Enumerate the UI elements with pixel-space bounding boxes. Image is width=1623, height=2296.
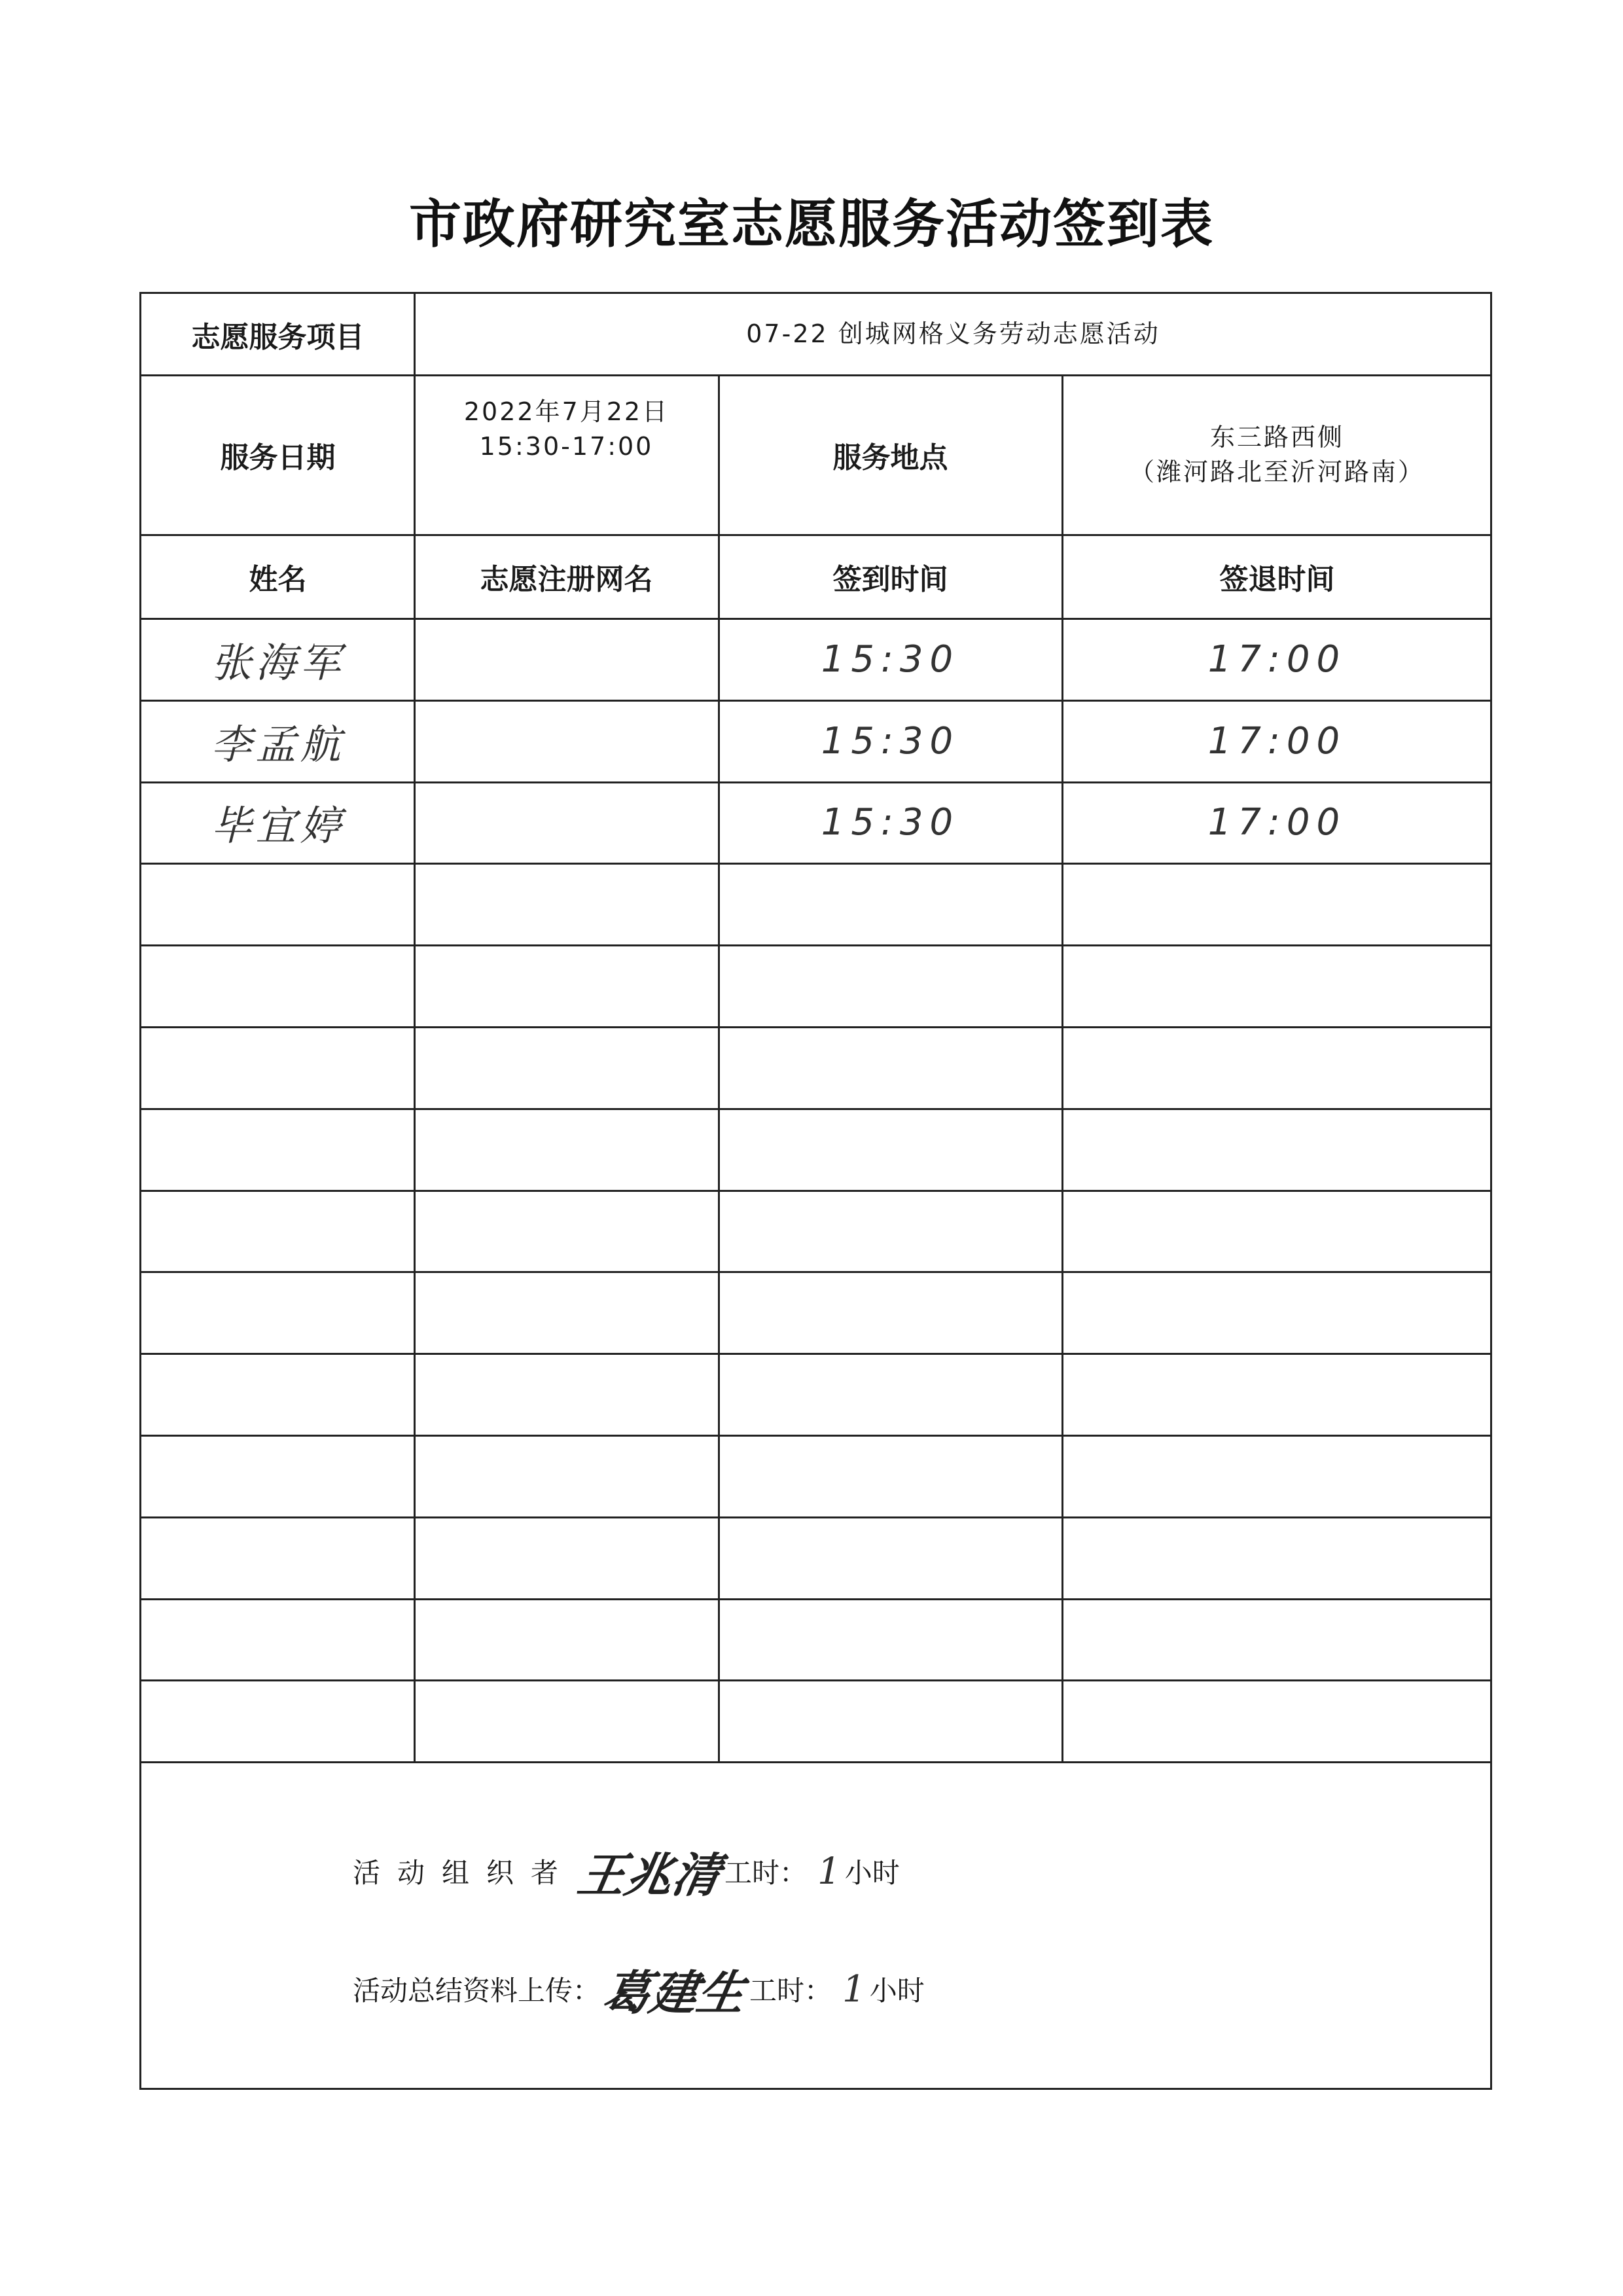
cell-nickname	[414, 1435, 719, 1517]
cell-name	[141, 863, 414, 945]
cell-nickname	[414, 945, 719, 1027]
cell-nickname	[414, 700, 719, 782]
sign-in-sheet-table	[139, 292, 1492, 2090]
cell-sign-out: 17:00	[1207, 637, 1347, 681]
column-header-name: 姓名	[249, 563, 307, 596]
cell-nickname	[414, 1354, 719, 1435]
organizer-hours-unit: 小时	[844, 1857, 900, 1889]
cell-name	[141, 1680, 414, 1762]
cell-sign-in	[719, 1191, 1062, 1272]
cell-name	[141, 1272, 414, 1354]
cell-name	[141, 945, 414, 1027]
cell-sign-in	[719, 1599, 1062, 1681]
organizer-label: 活动组织者	[353, 1857, 576, 1889]
cell-nickname	[414, 1027, 719, 1109]
uploader-hours-value: 1	[842, 1967, 866, 2011]
cell-name	[141, 1191, 414, 1272]
column-header-nickname: 志愿注册网名	[480, 563, 653, 596]
cell-sign-out	[1062, 863, 1492, 945]
row-divider	[141, 863, 1492, 865]
cell-nickname	[414, 863, 719, 945]
column-header-sign-in: 签到时间	[832, 563, 948, 596]
row-divider	[141, 1516, 1492, 1518]
col-divider	[718, 375, 720, 1762]
service-place-line1: 东三路西侧	[1209, 422, 1344, 452]
cell-sign-out	[1062, 1599, 1492, 1681]
cell-sign-out	[1062, 1680, 1492, 1762]
row-divider	[141, 1108, 1492, 1110]
row-divider	[141, 1598, 1492, 1600]
service-place-value	[1062, 375, 1492, 535]
organizer-hours-value: 1	[817, 1850, 841, 1893]
service-place-label: 服务地点	[832, 441, 948, 475]
uploader-signature: 葛建生	[598, 1965, 750, 2020]
cell-name	[141, 1517, 414, 1599]
cell-nickname	[414, 1272, 719, 1354]
cell-sign-in: 15:30	[821, 719, 960, 762]
cell-sign-out	[1062, 945, 1492, 1027]
cell-sign-out: 17:00	[1207, 719, 1347, 762]
cell-sign-in	[719, 945, 1062, 1027]
row-divider	[141, 1353, 1492, 1355]
cell-sign-out	[1062, 1272, 1492, 1354]
cell-sign-out: 17:00	[1207, 801, 1347, 844]
cell-name: 毕宜婷	[211, 802, 345, 850]
service-date-value	[414, 375, 719, 535]
row-divider	[141, 1271, 1492, 1273]
cell-nickname	[414, 1191, 719, 1272]
col-divider	[1061, 375, 1063, 1762]
cell-sign-out	[1062, 1354, 1492, 1435]
row-divider	[141, 1679, 1492, 1681]
cell-sign-in	[719, 863, 1062, 945]
row-divider	[141, 1190, 1492, 1192]
cell-sign-in	[719, 1354, 1062, 1435]
cell-sign-in	[719, 1109, 1062, 1191]
page-title: 市政府研究室志愿服务活动签到表	[409, 193, 1214, 255]
project-value: 07-22 创城网格义务劳动志愿活动	[746, 319, 1160, 349]
row-divider	[141, 1761, 1492, 1763]
organizer-hours-label: 工时：	[724, 1857, 808, 1889]
row-divider	[141, 944, 1492, 946]
cell-sign-in	[719, 1435, 1062, 1517]
row-divider	[141, 1435, 1492, 1437]
cell-name: 张海军	[211, 638, 345, 687]
project-label: 志愿服务项目	[191, 321, 365, 354]
cell-sign-in	[719, 1680, 1062, 1762]
cell-sign-in	[719, 1027, 1062, 1109]
cell-name	[141, 1599, 414, 1681]
cell-nickname	[414, 1599, 719, 1681]
row-divider	[141, 618, 1492, 620]
service-date-line2: 15:30-17:00	[479, 432, 654, 461]
uploader-hours-unit: 小时	[869, 1975, 925, 2007]
cell-nickname	[414, 1517, 719, 1599]
cell-nickname	[414, 782, 719, 864]
uploader-line	[353, 1955, 925, 2023]
cell-nickname	[414, 619, 719, 700]
service-date-line1: 2022年7月22日	[463, 397, 669, 426]
row-divider	[141, 1026, 1492, 1028]
col-divider	[414, 294, 416, 1762]
organizer-signature: 王兆清	[573, 1847, 725, 1903]
cell-sign-in	[719, 1272, 1062, 1354]
cell-sign-out	[1062, 1517, 1492, 1599]
organizer-line	[353, 1837, 900, 1905]
column-header-sign-out: 签退时间	[1219, 563, 1335, 596]
cell-sign-out	[1062, 1435, 1492, 1517]
row-divider	[141, 700, 1492, 702]
row-divider	[141, 781, 1492, 783]
cell-sign-in: 15:30	[821, 801, 960, 844]
cell-sign-out	[1062, 1027, 1492, 1109]
cell-sign-out	[1062, 1109, 1492, 1191]
cell-name	[141, 1109, 414, 1191]
service-place-line2: （潍河路北至沂河路南）	[1129, 457, 1425, 486]
cell-name	[141, 1435, 414, 1517]
uploader-label: 活动总结资料上传：	[353, 1975, 601, 2007]
row-divider	[141, 374, 1492, 376]
cell-name	[141, 1354, 414, 1435]
cell-nickname	[414, 1109, 719, 1191]
cell-nickname	[414, 1680, 719, 1762]
cell-sign-in	[719, 1517, 1062, 1599]
cell-sign-out	[1062, 1191, 1492, 1272]
cell-name: 李孟航	[211, 720, 345, 768]
uploader-hours-label: 工时：	[749, 1975, 832, 2007]
cell-sign-in: 15:30	[821, 637, 960, 681]
row-divider	[141, 534, 1492, 536]
service-date-label: 服务日期	[220, 441, 336, 475]
cell-name	[141, 1027, 414, 1109]
